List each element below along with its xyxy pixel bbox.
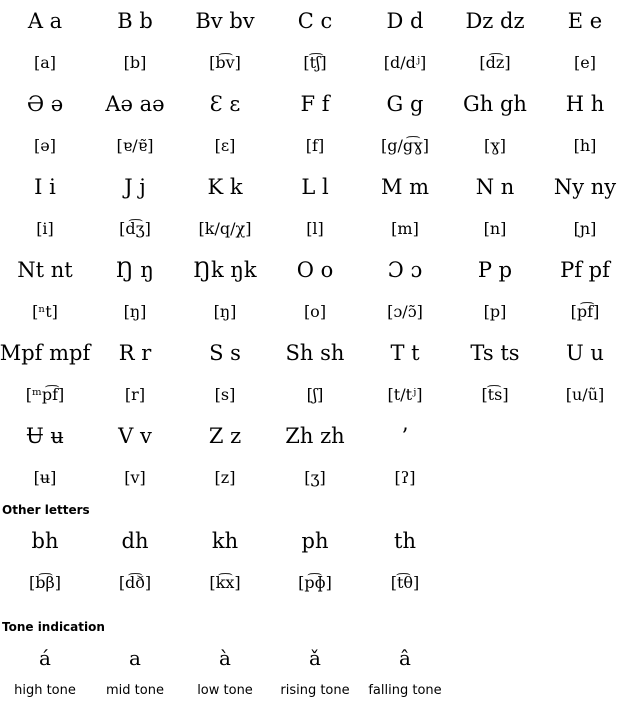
ipa-cell: [ɛ] xyxy=(214,135,236,155)
ipa-cell: [g/g͡ɣ] xyxy=(381,135,429,155)
letter-cell: kh xyxy=(211,528,239,553)
letter-cell: dh xyxy=(121,528,149,553)
letter-cell: Ŋk ŋk xyxy=(193,257,257,282)
ipa-cell: [d͡ð] xyxy=(118,572,152,592)
letter-cell: ’ xyxy=(401,423,409,448)
ipa-cell: [p͡ɸ] xyxy=(298,572,332,592)
ipa-cell: [v] xyxy=(124,467,146,487)
tone-name: high tone xyxy=(14,682,76,698)
ipa-cell: [p] xyxy=(483,301,507,321)
letter-cell: U u xyxy=(566,340,604,365)
letter-cell: Pf pf xyxy=(560,257,610,282)
letter-cell: D d xyxy=(386,8,424,33)
letter-cell: Mpf mpf xyxy=(0,340,91,365)
ipa-cell: [ŋ] xyxy=(213,301,237,321)
ipa-cell: [b͡v] xyxy=(209,52,241,72)
ipa-cell: [t͡s] xyxy=(481,384,509,404)
empty-cell xyxy=(540,456,619,498)
letter-cell: J j xyxy=(124,174,146,199)
ipa-cell: [ɣ] xyxy=(483,135,507,155)
ipa-cell: [ʒ] xyxy=(304,467,326,487)
ipa-cell: [k͡x] xyxy=(209,572,241,592)
ipa-cell: [i] xyxy=(36,218,54,238)
ipa-cell: [s] xyxy=(214,384,236,404)
ipa-cell: [u/ũ] xyxy=(565,384,605,404)
letter-cell: Ə ə xyxy=(26,91,64,116)
ipa-cell: [p͡f] xyxy=(570,301,600,321)
ipa-cell: [ʃ] xyxy=(306,384,324,404)
letter-cell: Gh gh xyxy=(463,91,527,116)
letter-cell: F f xyxy=(300,91,330,116)
empty-cell xyxy=(450,456,540,498)
letter-cell: E e xyxy=(567,8,603,33)
tone-mark: à xyxy=(219,646,231,670)
letter-cell: Aə aə xyxy=(105,91,165,116)
letter-cell: A a xyxy=(27,8,63,33)
ipa-cell: [e] xyxy=(574,52,596,72)
ipa-cell: [ɲ] xyxy=(573,218,597,238)
letter-cell: Zh zh xyxy=(285,423,345,448)
letter-cell: M m xyxy=(380,174,430,199)
ipa-cell: [b] xyxy=(123,52,147,72)
tone-name: falling tone xyxy=(368,682,442,698)
other-letters-grid xyxy=(0,520,450,603)
letter-cell: ph xyxy=(301,528,329,553)
tone-indication-heading: Tone indication xyxy=(2,620,105,634)
letter-cell: V v xyxy=(118,423,152,448)
letter-cell: bh xyxy=(31,528,59,553)
letter-cell: S s xyxy=(209,340,241,365)
letter-cell: H h xyxy=(565,91,605,116)
ipa-cell: [ⁿt] xyxy=(32,301,58,321)
ipa-cell: [ᵐp͡f] xyxy=(25,384,65,404)
tone-mark: a xyxy=(129,646,141,670)
letter-cell: L l xyxy=(301,174,329,199)
ipa-cell: [ʔ] xyxy=(394,467,416,487)
ipa-cell: [d͡z] xyxy=(479,52,511,72)
ipa-cell: [b͡β] xyxy=(29,572,61,592)
ipa-cell: [h] xyxy=(573,135,597,155)
other-letters-heading: Other letters xyxy=(2,503,90,517)
letter-cell: R r xyxy=(118,340,152,365)
ipa-cell: [d͡ʒ] xyxy=(119,218,151,238)
ipa-cell: [o] xyxy=(303,301,327,321)
ipa-cell: [d/dʲ] xyxy=(383,52,427,72)
tone-name: low tone xyxy=(197,682,253,698)
letter-cell: Z z xyxy=(208,423,242,448)
ipa-cell: [a] xyxy=(33,52,57,72)
letter-cell: Ɛ ɛ xyxy=(209,91,241,116)
ipa-cell: [ʉ] xyxy=(33,467,57,487)
ipa-cell: [f] xyxy=(305,135,325,155)
letter-cell: K k xyxy=(207,174,243,199)
letter-cell: th xyxy=(394,528,416,553)
letter-cell: Ŋ ŋ xyxy=(116,257,154,282)
ipa-cell: [ɔ/ɔ̃] xyxy=(387,301,423,321)
letter-cell: Ts ts xyxy=(470,340,520,365)
tone-mark: á xyxy=(39,646,51,670)
letter-cell: P p xyxy=(477,257,513,282)
ipa-cell: [k/q/χ] xyxy=(198,218,252,238)
letter-cell: C c xyxy=(297,8,333,33)
ipa-cell: [ɐ/ɐ̃] xyxy=(116,135,154,155)
letter-cell: O o xyxy=(296,257,334,282)
empty-cell xyxy=(450,415,540,456)
ipa-cell: [t/tʲ] xyxy=(387,384,423,404)
ipa-cell: [t͡θ] xyxy=(390,572,420,592)
letter-cell: N n xyxy=(475,174,515,199)
letter-cell: Nt nt xyxy=(17,257,73,282)
ipa-cell: [m] xyxy=(391,218,419,238)
letter-cell: B b xyxy=(117,8,153,33)
tone-mark: ǎ xyxy=(309,646,321,670)
tone-grid xyxy=(0,640,450,704)
letter-cell: Bv bv xyxy=(195,8,255,33)
ipa-cell: [r] xyxy=(124,384,146,404)
letter-cell: Dz dz xyxy=(465,8,525,33)
letter-cell: I i xyxy=(34,174,56,199)
ipa-cell: [n] xyxy=(483,218,507,238)
ipa-cell: [ə] xyxy=(34,135,56,155)
ipa-cell: [t͡ʃ] xyxy=(303,52,327,72)
letter-cell: T t xyxy=(390,340,420,365)
tone-name: rising tone xyxy=(280,682,350,698)
ipa-cell: [ŋ] xyxy=(123,301,147,321)
letter-cell: Sh sh xyxy=(285,340,345,365)
tone-name: mid tone xyxy=(106,682,164,698)
ipa-cell: [l] xyxy=(306,218,324,238)
empty-cell xyxy=(540,415,619,456)
letter-cell: G g xyxy=(386,91,424,116)
ipa-cell: [z] xyxy=(214,467,236,487)
letter-cell: Ʉ ʉ xyxy=(26,423,64,448)
letter-cell: Ɔ ɔ xyxy=(387,257,423,282)
tone-mark: â xyxy=(399,646,411,670)
letter-cell: Ny ny xyxy=(553,174,617,199)
